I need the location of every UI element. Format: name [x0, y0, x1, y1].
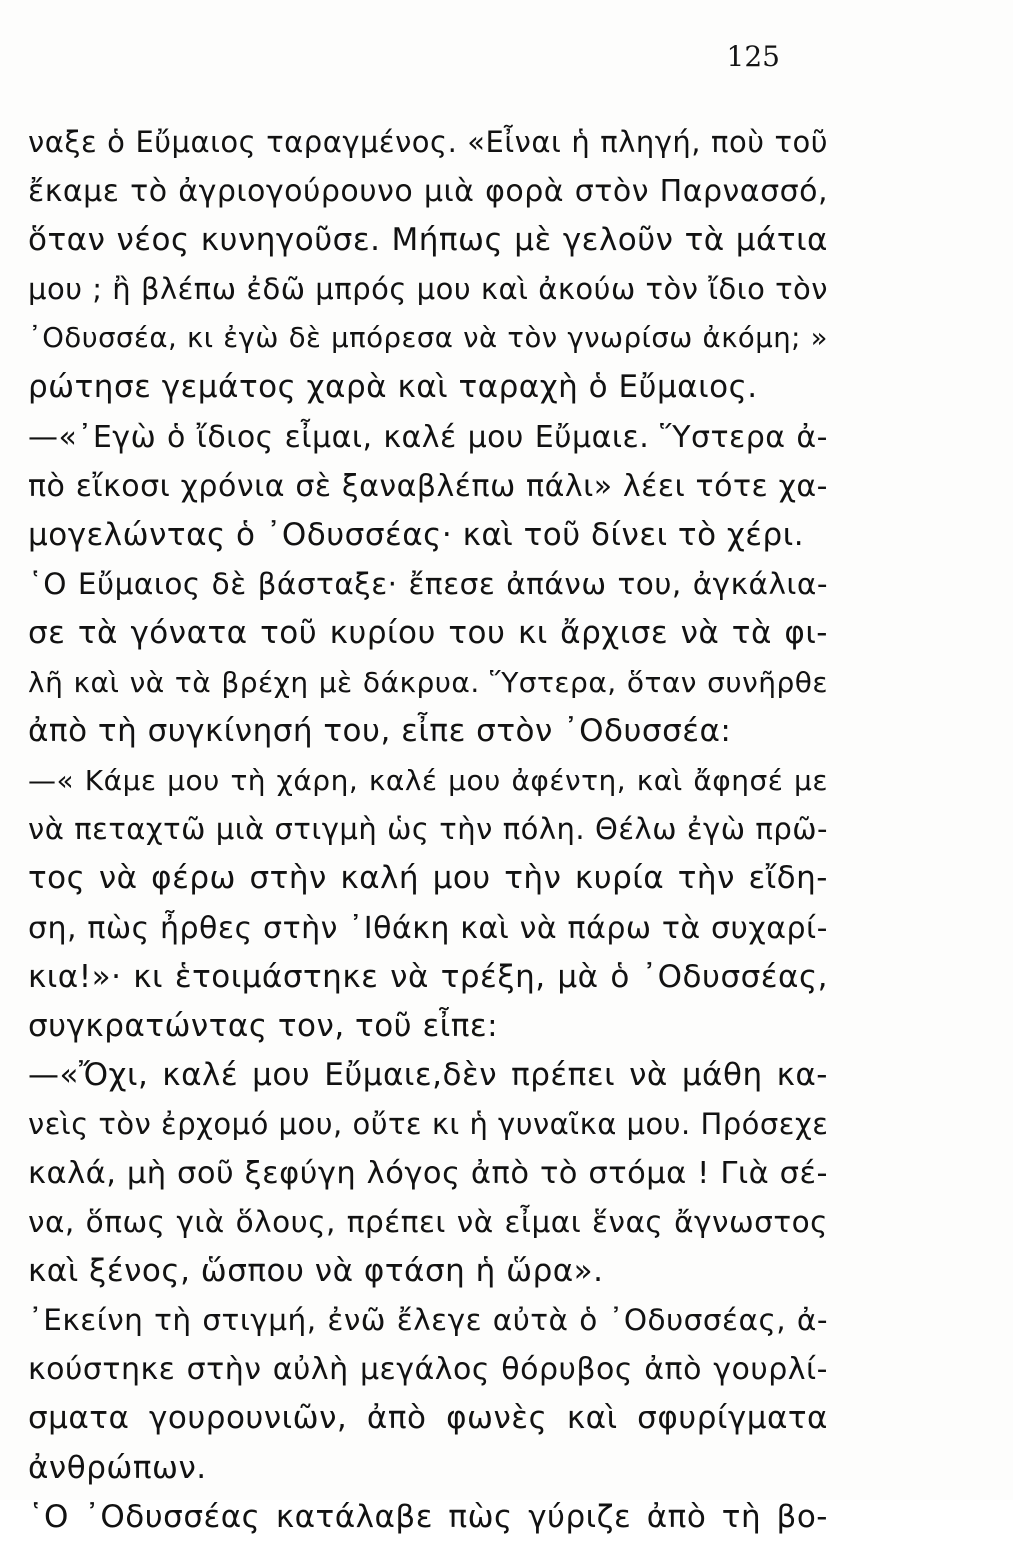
text-line: καὶ ξένος, ὥσπου νὰ φτάση ἡ ὥρα».	[28, 1253, 604, 1290]
text-line: λῆ καὶ νὰ τὰ βρέχη μὲ δάκρυα. Ὕστερα, ὅταν συνῆρθε	[28, 666, 828, 700]
body-text	[28, 118, 828, 1542]
text-line: ᾿Οδυσσέα, κι ἐγὼ δὲ μπόρεσα νὰ τὸν γνωρίσω ἀκόμη; »	[28, 322, 828, 355]
text-line: μογελώντας ὁ ᾿Οδυσσέας· καὶ τοῦ δίνει τὸ χέρι.	[28, 516, 805, 553]
text-line: ῾Ο Εὔμαιος δὲ βάσταξε· ἔπεσε ἀπάνω του, ἀγκάλια-	[28, 566, 828, 601]
text-line: ἀνθρώπων.	[28, 1449, 207, 1486]
text-line: ση, πὼς ἦρθες στὴν ᾿Ιθάκη καὶ νὰ πάρω τὰ συχαρί-	[28, 910, 828, 946]
text-line: ὅταν νέος κυνηγοῦσε. Μήπως μὲ γελοῦν τὰ μάτια	[28, 222, 828, 259]
text-line: —« Κάμε μου τὴ χάρη, καλέ μου ἀφέντη, καὶ ἄφησέ με	[28, 764, 828, 798]
text-line: σματα γουρουνιῶν, ἀπὸ φωνὲς καὶ σφυρίγματα	[28, 1400, 828, 1437]
text-line: καλά, μὴ σοῦ ξεφύγη λόγος ἀπὸ τὸ στόμα ! Γιὰ σέ-	[28, 1155, 828, 1191]
text-line: νὰ πεταχτῶ μιὰ στιγμὴ ὡς τὴν πόλη. Θέλω ἐγὼ πρῶ-	[28, 812, 828, 847]
text-line: τος νὰ φέρω στὴν καλή μου τὴν κυρία τὴν εἴδη-	[28, 860, 828, 897]
text-line: —«᾿Εγὼ ὁ ἴδιος εἶμαι, καλέ μου Εὔμαιε. Ὕστερα ἀ-	[28, 419, 828, 455]
text-line: ἀπὸ τὴ συγκίνησή του, εἶπε στὸν ᾿Οδυσσέα:	[28, 713, 732, 750]
text-line: πὸ εἴκοσι χρόνια σὲ ξαναβλέπω πάλι» λέει τότε χα-	[28, 468, 828, 504]
text-line: κια!»· κι ἑτοιμάστηκε νὰ τρέξη, μὰ ὁ ᾿Οδυσσέας,	[28, 958, 828, 995]
text-line: συγκρατώντας τον, τοῦ εἶπε:	[28, 1007, 499, 1044]
text-line: κούστηκε στὴν αὐλὴ μεγάλος θόρυβος ἀπὸ γουρλί-	[28, 1352, 828, 1388]
text-line: ἔκαμε τὸ ἀγριογούρουνο μιὰ φορὰ στὸν Παρνασσό,	[28, 174, 828, 210]
page-number: 125	[726, 40, 780, 73]
text-line: ῾Ο ᾿Οδυσσέας κατάλαβε πὼς γύριζε ἀπὸ τὴ βο-	[28, 1498, 828, 1535]
text-line: να, ὅπως γιὰ ὅλους, πρέπει νὰ εἶμαι ἕνας ἄγνωστος	[28, 1205, 828, 1240]
text-line: σε τὰ γόνατα τοῦ κυρίου του κι ἄρχισε νὰ τὰ φι-	[28, 614, 828, 651]
text-line: νεὶς τὸν ἐρχομό μου, οὔτε κι ἡ γυναῖκα μου. Πρόσεχε	[28, 1106, 829, 1141]
text-line: ρώτησε γεμάτος χαρὰ καὶ ταραχὴ ὁ Εὔμαιος.	[28, 369, 758, 406]
text-line: —«Ὄχι, καλέ μου Εὔμαιε,δὲν πρέπει νὰ μάθη κα-	[28, 1056, 828, 1093]
text-line: μου ; ἢ βλέπω ἐδῶ μπρός μου καὶ ἀκούω τὸν ἴδιο τὸν	[28, 272, 828, 307]
text-line: ναξε ὁ Εὔμαιος ταραγμένος. «Εἶναι ἡ πληγή, ποὺ τοῦ	[28, 125, 828, 159]
text-line: ᾿Εκείνη τὴ στιγμή, ἐνῶ ἔλεγε αὐτὰ ὁ ᾿Οδυσσέας, ἀ-	[28, 1303, 828, 1338]
